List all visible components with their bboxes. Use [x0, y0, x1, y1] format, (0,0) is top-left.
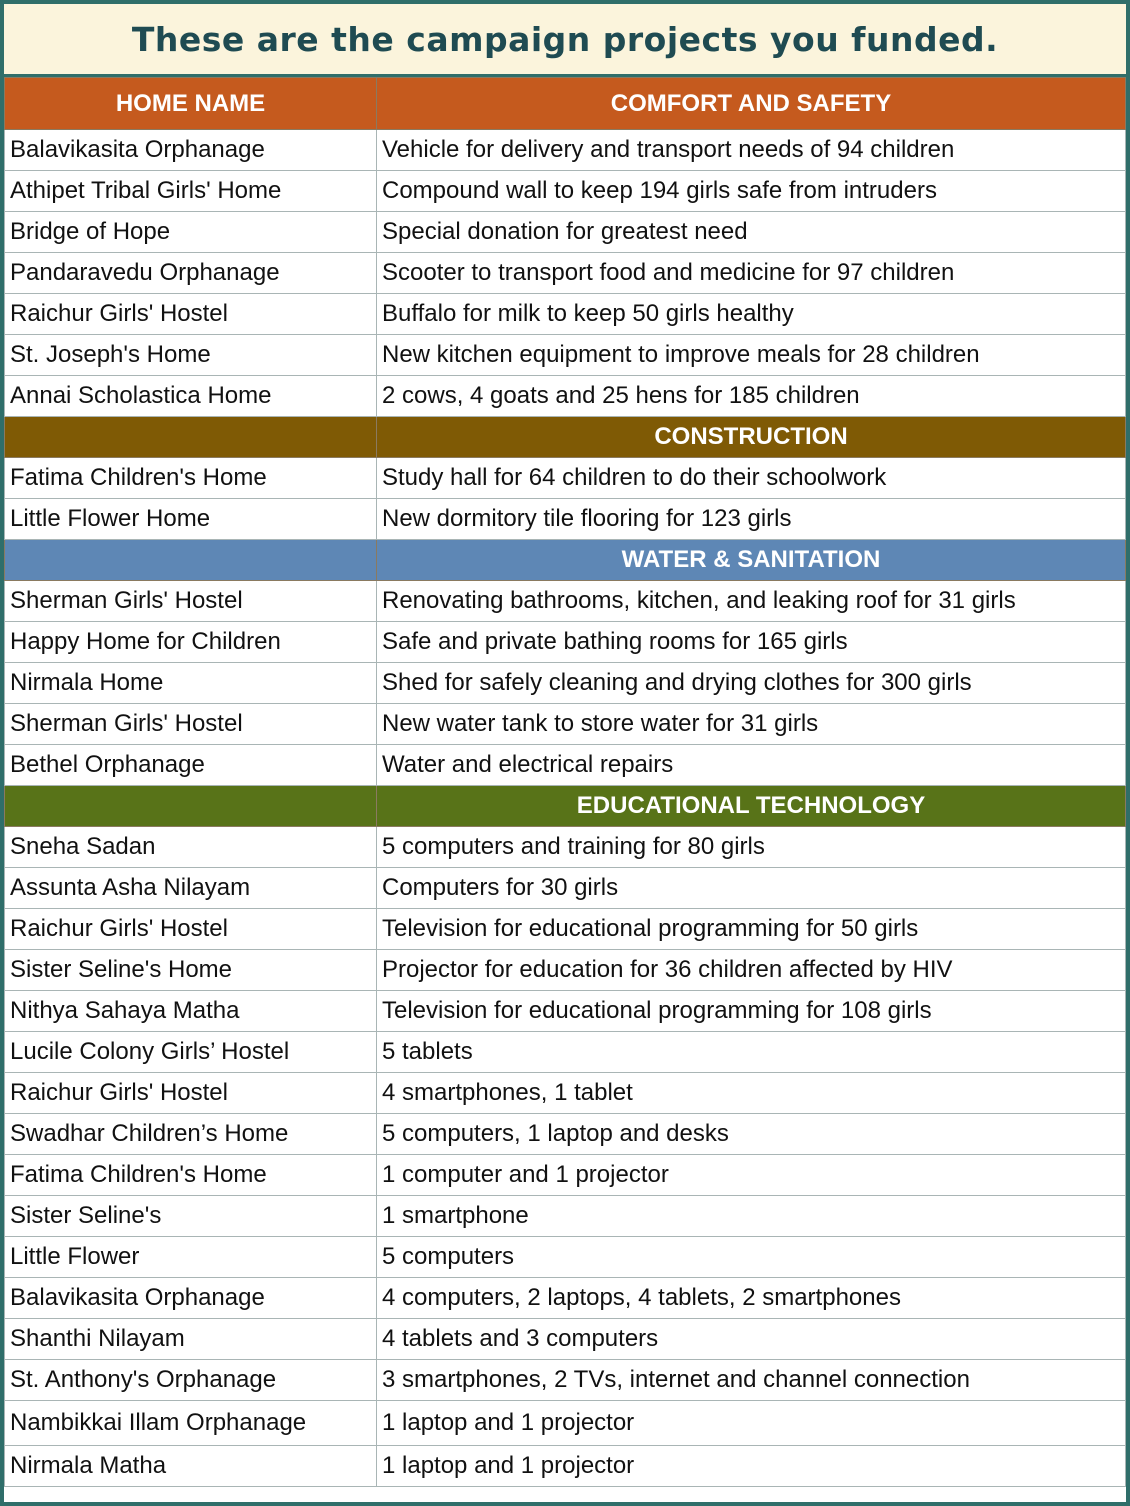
section-spacer-cell — [5, 786, 377, 827]
home-name-cell: St. Anthony's Orphanage — [5, 1360, 377, 1401]
table-row — [5, 1319, 1126, 1360]
section-label: EDUCATIONAL TECHNOLOGY — [377, 786, 1126, 827]
section-spacer-cell — [5, 417, 377, 458]
section-header-educational-technology — [5, 786, 1126, 827]
project-cell: New water tank to store water for 31 girls — [377, 704, 1126, 745]
table-row — [5, 1446, 1126, 1487]
home-name-cell: Annai Scholastica Home — [5, 376, 377, 417]
table-row — [5, 253, 1126, 294]
home-name-cell: Fatima Children's Home — [5, 1155, 377, 1196]
section-header-water-sanitation — [5, 540, 1126, 581]
home-name-cell: Happy Home for Children — [5, 622, 377, 663]
project-cell: 1 laptop and 1 projector — [377, 1401, 1126, 1446]
home-name-cell: Nirmala Home — [5, 663, 377, 704]
project-cell: 4 smartphones, 1 tablet — [377, 1073, 1126, 1114]
table-row — [5, 1237, 1126, 1278]
project-cell: Safe and private bathing rooms for 165 girls — [377, 622, 1126, 663]
table-row — [5, 130, 1126, 171]
home-name-cell: Nithya Sahaya Matha — [5, 991, 377, 1032]
project-cell: Shed for safely cleaning and drying clothes for 300 girls — [377, 663, 1126, 704]
project-cell: New kitchen equipment to improve meals for 28 children — [377, 335, 1126, 376]
project-cell: Study hall for 64 children to do their schoolwork — [377, 458, 1126, 499]
project-cell: Special donation for greatest need — [377, 212, 1126, 253]
home-name-cell: Balavikasita Orphanage — [5, 1278, 377, 1319]
home-name-cell: Swadhar Children’s Home — [5, 1114, 377, 1155]
section-label: CONSTRUCTION — [377, 417, 1126, 458]
project-cell: New dormitory tile flooring for 123 girls — [377, 499, 1126, 540]
project-cell: Buffalo for milk to keep 50 girls healthy — [377, 294, 1126, 335]
home-name-cell: Little Flower Home — [5, 499, 377, 540]
table-row — [5, 171, 1126, 212]
table-row — [5, 1196, 1126, 1237]
home-name-cell: Nambikkai Illam Orphanage — [5, 1401, 377, 1446]
table-row — [5, 1278, 1126, 1319]
home-name-cell: Raichur Girls' Hostel — [5, 909, 377, 950]
home-name-cell: St. Joseph's Home — [5, 335, 377, 376]
project-cell: Television for educational programming for 50 girls — [377, 909, 1126, 950]
table-header-row — [5, 78, 1126, 130]
home-name-cell: Sister Seline's — [5, 1196, 377, 1237]
table-row — [5, 212, 1126, 253]
project-cell: 5 tablets — [377, 1032, 1126, 1073]
home-name-cell: Athipet Tribal Girls' Home — [5, 171, 377, 212]
home-name-cell: Sherman Girls' Hostel — [5, 704, 377, 745]
home-name-cell: Sister Seline's Home — [5, 950, 377, 991]
section-header-construction — [5, 417, 1126, 458]
home-name-cell: Sneha Sadan — [5, 827, 377, 868]
table-row — [5, 991, 1126, 1032]
table-row — [5, 622, 1126, 663]
table-row — [5, 1155, 1126, 1196]
table-row — [5, 1073, 1126, 1114]
projects-table-body — [5, 78, 1126, 1487]
project-cell: 1 computer and 1 projector — [377, 1155, 1126, 1196]
project-cell: 1 smartphone — [377, 1196, 1126, 1237]
table-row — [5, 376, 1126, 417]
home-name-cell: Raichur Girls' Hostel — [5, 294, 377, 335]
project-cell: Computers for 30 girls — [377, 868, 1126, 909]
table-row — [5, 1401, 1126, 1446]
home-name-cell: Lucile Colony Girls’ Hostel — [5, 1032, 377, 1073]
home-name-cell: Balavikasita Orphanage — [5, 130, 377, 171]
section-spacer-cell — [5, 540, 377, 581]
table-row — [5, 868, 1126, 909]
home-name-cell: Bridge of Hope — [5, 212, 377, 253]
table-row — [5, 581, 1126, 622]
table-row — [5, 950, 1126, 991]
project-cell: Water and electrical repairs — [377, 745, 1126, 786]
table-row — [5, 704, 1126, 745]
project-cell: Compound wall to keep 194 girls safe from intruders — [377, 171, 1126, 212]
projects-table — [4, 77, 1126, 1487]
table-row — [5, 827, 1126, 868]
table-row — [5, 663, 1126, 704]
home-name-cell: Assunta Asha Nilayam — [5, 868, 377, 909]
section-label: WATER & SANITATION — [377, 540, 1126, 581]
project-cell: 4 tablets and 3 computers — [377, 1319, 1126, 1360]
project-cell: 5 computers, 1 laptop and desks — [377, 1114, 1126, 1155]
page-title: These are the campaign projects you funded. — [4, 4, 1126, 77]
table-row — [5, 499, 1126, 540]
home-name-cell: Bethel Orphanage — [5, 745, 377, 786]
table-row — [5, 1360, 1126, 1401]
project-cell: Projector for education for 36 children affected by HIV — [377, 950, 1126, 991]
home-name-cell: Shanthi Nilayam — [5, 1319, 377, 1360]
project-cell: 5 computers — [377, 1237, 1126, 1278]
column-header-home-name: HOME NAME — [5, 78, 377, 130]
project-cell: Vehicle for delivery and transport needs of 94 children — [377, 130, 1126, 171]
table-row — [5, 294, 1126, 335]
table-row — [5, 745, 1126, 786]
table-row — [5, 335, 1126, 376]
column-header-comfort-and-safety: COMFORT AND SAFETY — [377, 78, 1126, 130]
project-cell: 5 computers and training for 80 girls — [377, 827, 1126, 868]
project-cell: 2 cows, 4 goats and 25 hens for 185 children — [377, 376, 1126, 417]
project-cell: Renovating bathrooms, kitchen, and leaking roof for 31 girls — [377, 581, 1126, 622]
table-row — [5, 458, 1126, 499]
home-name-cell: Nirmala Matha — [5, 1446, 377, 1487]
project-cell: 3 smartphones, 2 TVs, internet and channel connection — [377, 1360, 1126, 1401]
table-row — [5, 1114, 1126, 1155]
home-name-cell: Sherman Girls' Hostel — [5, 581, 377, 622]
home-name-cell: Fatima Children's Home — [5, 458, 377, 499]
table-row — [5, 1032, 1126, 1073]
project-cell: Scooter to transport food and medicine for 97 children — [377, 253, 1126, 294]
project-cell: 4 computers, 2 laptops, 4 tablets, 2 smartphones — [377, 1278, 1126, 1319]
home-name-cell: Little Flower — [5, 1237, 377, 1278]
home-name-cell: Raichur Girls' Hostel — [5, 1073, 377, 1114]
table-row — [5, 909, 1126, 950]
home-name-cell: Pandaravedu Orphanage — [5, 253, 377, 294]
project-cell: Television for educational programming for 108 girls — [377, 991, 1126, 1032]
project-cell: 1 laptop and 1 projector — [377, 1446, 1126, 1487]
